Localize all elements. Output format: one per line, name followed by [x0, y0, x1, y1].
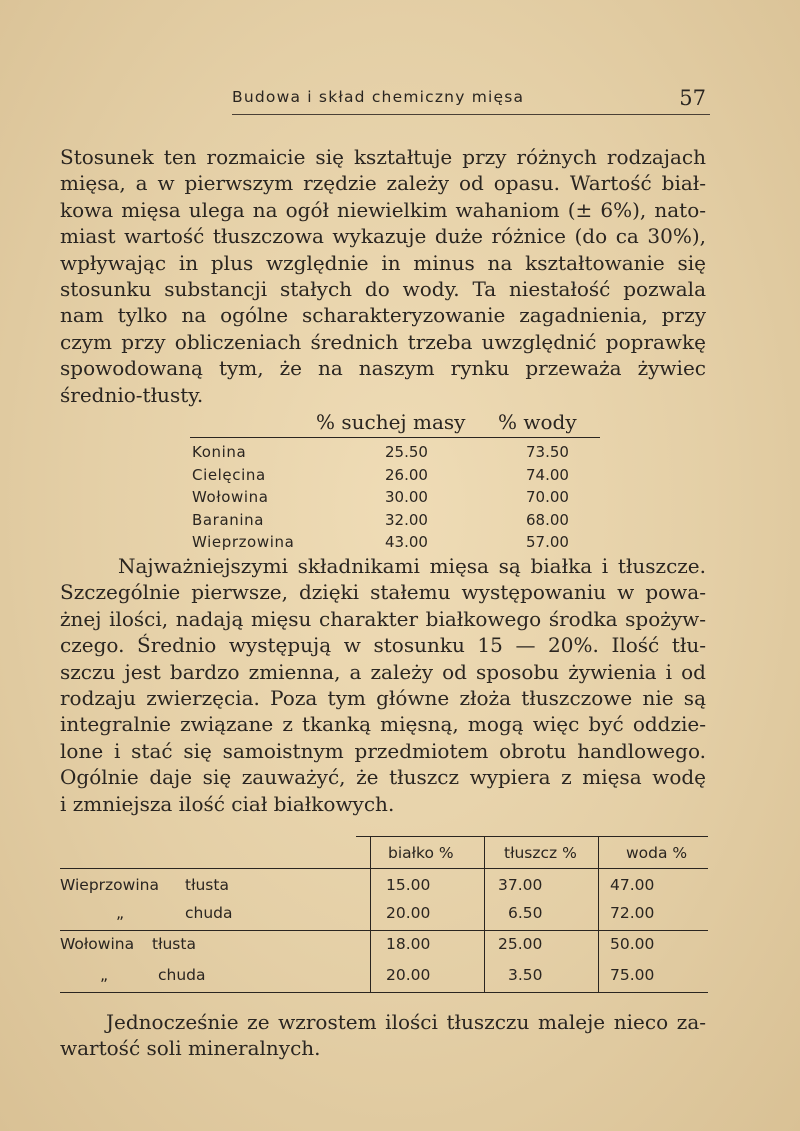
paragraph-line: Jednocześnie ze wzrostem ilości tłuszczu maleje nieco za-: [106, 1010, 706, 1034]
table2-divider: [598, 836, 599, 992]
table-row: [192, 464, 592, 487]
paragraph-line: Ogólnie daje się zauważyć, że tłuszcz wypiera z mięsa wodę: [60, 765, 706, 790]
table1-cell-dry: 25.50: [385, 443, 428, 461]
table1-cell-water: 74.00: [526, 465, 569, 484]
table1-cell-water: 68.00: [526, 510, 569, 529]
table2: [60, 836, 708, 994]
paragraph-3: [60, 1009, 706, 1062]
table2-top-rule: [356, 836, 708, 837]
table2-cell-water: 47.00: [610, 876, 655, 894]
paragraph-line: nam tylko na ogólne scharakteryzowanie zagadnienia, przy: [60, 303, 706, 328]
paragraph-line: miast wartość tłuszczowa wykazuje duże różnice (do ca 30%),: [60, 224, 706, 249]
paragraph-line: czego. Średnio występują w stosunku 15 — 20%. Ilość tłu-: [60, 633, 706, 658]
table2-cell-animal: „: [116, 904, 125, 922]
table-row: [192, 531, 592, 554]
paragraph-2: [60, 553, 706, 817]
table2-cell-fat: 25.00: [498, 935, 543, 953]
paragraph-line: średnio-tłusty.: [60, 382, 204, 407]
table1-cell-water: 70.00: [526, 488, 569, 507]
table2-cell-fat: 37.00: [498, 876, 543, 894]
paragraph-line: Stosunek ten rozmaicie się kształtuje przy różnych rodzajach: [60, 145, 706, 169]
table2-cell-animal: Wołowina: [60, 935, 135, 953]
table1-cell-name: Cielęcina: [192, 465, 266, 484]
paragraph-line: wpływając in plus względnie in minus na kształtowanie się: [60, 250, 706, 275]
table2-cell-fat: 3.50: [508, 966, 543, 984]
table1-cell-dry: 43.00: [385, 533, 428, 552]
table1-header-water: % wody: [498, 410, 577, 434]
paragraph-line: i zmniejsza ilość ciał białkowych.: [60, 791, 395, 816]
table1-cell-water: 73.50: [526, 443, 569, 461]
table2-middle-rule: [60, 930, 708, 931]
table2-header-protein: białko %: [388, 844, 454, 862]
table1: [192, 441, 592, 554]
table2-cell-protein: 15.00: [386, 876, 431, 894]
table-row: [192, 486, 592, 509]
table-row: [192, 441, 592, 464]
page-number: 57: [679, 86, 706, 110]
table2-cell-variant: chuda: [185, 904, 233, 922]
table2-header-water: woda %: [626, 844, 688, 862]
paragraph-line: szczu jest bardzo zmienna, a zależy od sposobu żywienia i od: [60, 659, 706, 684]
table1-cell-name: Wołowina: [192, 488, 269, 507]
table1-header-dry: % suchej masy: [316, 410, 466, 434]
table1-cell-dry: 30.00: [385, 488, 428, 507]
table2-divider: [370, 836, 371, 992]
table2-cell-fat: 6.50: [508, 904, 543, 922]
table-row: [192, 509, 592, 532]
table2-cell-protein: 18.00: [386, 935, 431, 953]
table1-cell-dry: 26.00: [385, 465, 428, 484]
table2-divider: [484, 836, 485, 992]
table1-cell-name: Konina: [192, 443, 247, 461]
paragraph-line: czym przy obliczeniach średnich trzeba uwzględnić poprawkę: [60, 329, 706, 354]
paragraph-line: spowodowaną tym, że na naszym rynku przeważa żywiec: [60, 356, 706, 381]
table1-cell-name: Baranina: [192, 510, 265, 529]
paragraph-line: wartość soli mineralnych.: [60, 1036, 321, 1061]
table2-cell-protein: 20.00: [386, 904, 431, 922]
paragraph-line: kowa mięsa ulega na ogół niewielkim wahaniom (± 6%), nato-: [60, 197, 706, 222]
paragraph-line: integralnie związane z tkanką mięsną, mogą więc być oddzie-: [60, 712, 706, 737]
table2-cell-variant: chuda: [158, 966, 206, 984]
table2-header-rule: [60, 868, 708, 869]
table2-bottom-rule: [60, 992, 708, 993]
paragraph-line: żnej ilości, nadają mięsu charakter białkowego środka spożyw-: [60, 606, 706, 631]
paragraph-line: rodzaju zwierzęcia. Poza tym główne złoża tłuszczowe nie są: [60, 686, 706, 711]
table2-cell-water: 72.00: [610, 904, 655, 922]
table2-cell-water: 50.00: [610, 935, 655, 953]
table1-cell-water: 57.00: [526, 533, 569, 552]
table2-cell-variant: tłusta: [152, 935, 196, 953]
paragraph-line: Najważniejszymi składnikami mięsa są białka i tłuszcze.: [118, 554, 706, 578]
table2-cell-animal: „: [100, 966, 109, 984]
page-header: [232, 88, 710, 116]
paragraph-line: Szczególnie pierwsze, dzięki stałemu występowaniu w powa-: [60, 580, 706, 605]
header-rule: [232, 114, 710, 115]
table1-cell-dry: 32.00: [385, 510, 428, 529]
table2-cell-water: 75.00: [610, 966, 655, 984]
running-title: Budowa i skład chemiczny mięsa: [232, 88, 525, 106]
paragraph-line: stosunku substancji stałych do wody. Ta niestałość pozwala: [60, 277, 706, 302]
table2-cell-protein: 20.00: [386, 966, 431, 984]
table2-header-fat: tłuszcz %: [504, 844, 577, 862]
table1-header: [190, 410, 600, 436]
paragraph-1: [60, 144, 706, 408]
table1-cell-name: Wieprzowina: [192, 533, 295, 552]
table2-cell-animal: Wieprzowina: [60, 876, 159, 894]
table1-rule: [190, 437, 600, 438]
paragraph-line: mięsa, a w pierwszym rzędzie zależy od opasu. Wartość biał-: [60, 171, 706, 196]
table2-cell-variant: tłusta: [185, 876, 229, 894]
paragraph-line: lone i stać się samoistnym przedmiotem obrotu handlowego.: [60, 738, 706, 763]
